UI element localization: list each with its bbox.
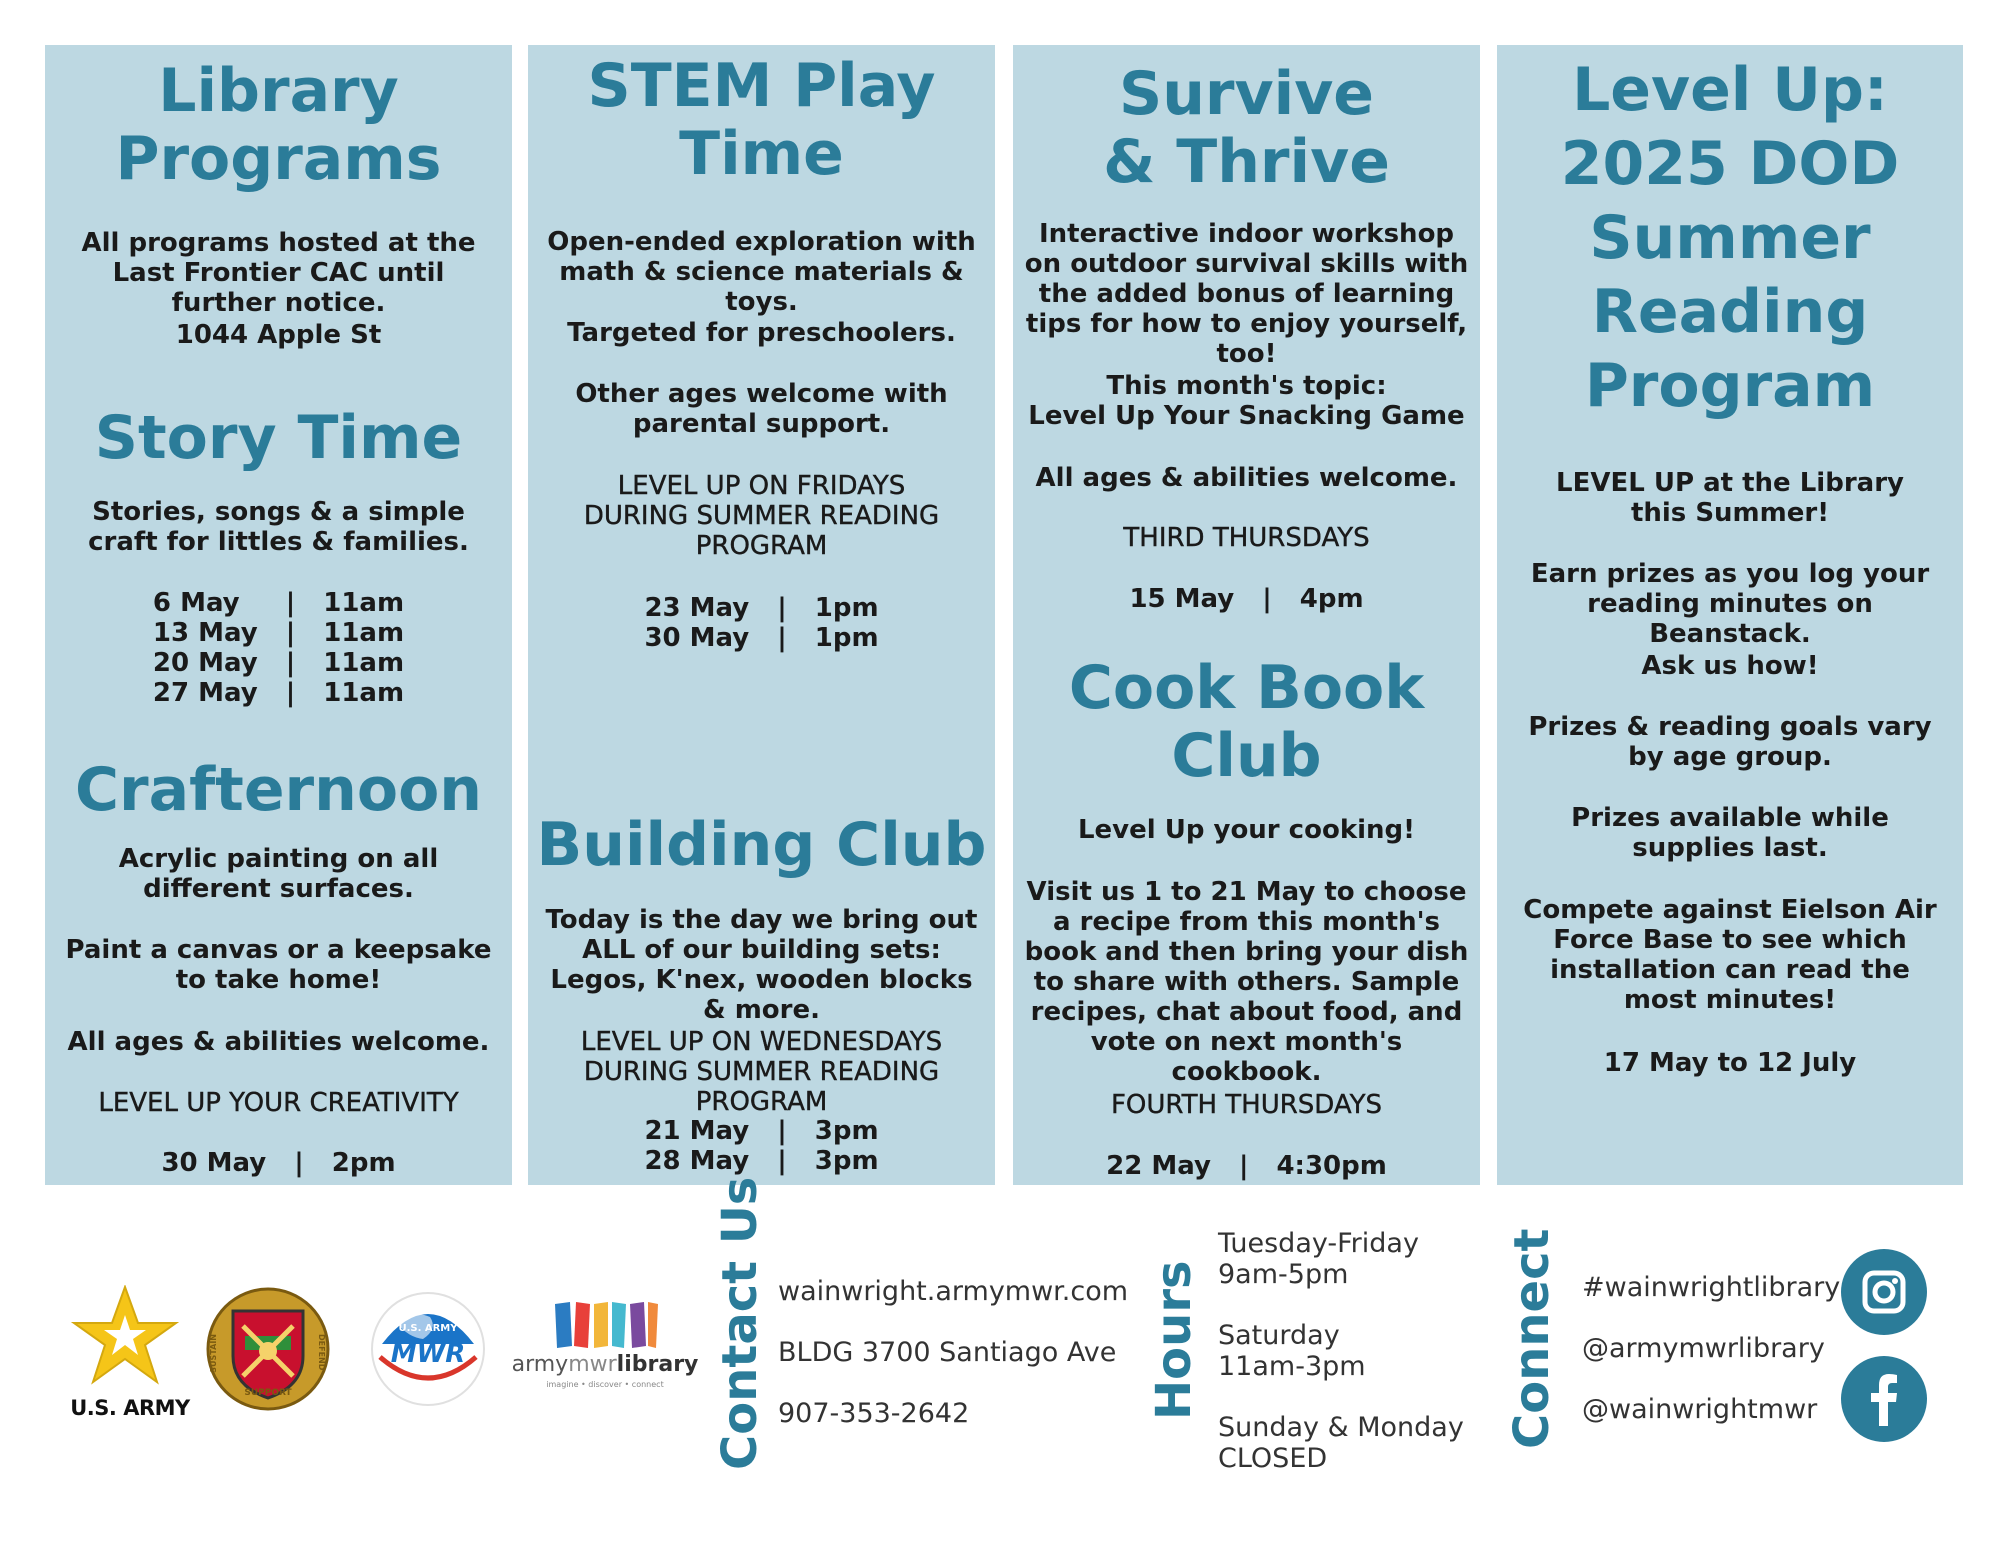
- schedule-time: 1pm: [814, 623, 879, 653]
- schedule-date: 6 May: [152, 588, 240, 618]
- schedule-time: 1pm: [814, 593, 879, 623]
- cookbook-desc-2: Visit us 1 to 21 May to choose a recipe from this month's book and then bring your dish to share with others. Sample recipes, chat about food, and vote on next month's cookbook.: [1024, 877, 1469, 1087]
- schedule-separator: |: [777, 1146, 787, 1176]
- schedule-separator: |: [294, 1148, 304, 1178]
- level-up-dates: 17 May to 12 July: [1603, 1048, 1857, 1078]
- facebook-icon[interactable]: [1841, 1356, 1927, 1442]
- us-army-logo: [70, 1285, 190, 1425]
- hours-line-1: Tuesday-Friday: [1218, 1228, 1419, 1259]
- schedule-time: 11am: [323, 618, 405, 648]
- hours-line-3: Saturday: [1218, 1320, 1340, 1351]
- connect-hashtag[interactable]: #wainwrightlibrary: [1582, 1272, 1841, 1303]
- schedule-separator: |: [285, 648, 296, 678]
- building-club-title: Building Club: [536, 810, 987, 880]
- crafternoon-desc-2: Paint a canvas or a keepsake to take home!: [65, 935, 492, 995]
- building-desc-1: Today is the day we bring out ALL of our building sets: Legos, K'nex, wooden blocks & more.: [545, 905, 978, 1025]
- survive-topic-label: This month's topic:: [1106, 371, 1387, 401]
- connect-instagram-handle[interactable]: @armymwrlibrary: [1582, 1333, 1825, 1364]
- column-level-up: [1497, 45, 1963, 1185]
- schedule-time: 11am: [323, 648, 405, 678]
- sustainment-motto-left: SUSTAIN: [209, 1334, 218, 1373]
- contact-address: BLDG 3700 Santiago Ave: [778, 1337, 1117, 1368]
- survive-desc-1: Interactive indoor workshop on outdoor survival skills with the added bonus of learning tips for how to enjoy yourself, too!: [1024, 219, 1469, 369]
- survive-topic: Level Up Your Snacking Game: [1028, 401, 1465, 431]
- level-up-p4: Prizes & reading goals vary by age group.: [1528, 712, 1932, 772]
- schedule-separator: |: [1238, 1151, 1249, 1181]
- survive-schedule: [1013, 584, 1480, 614]
- building-schedule: [528, 1116, 995, 1176]
- stem-schedule: [528, 593, 995, 653]
- stem-desc-1: Open-ended exploration with math & science materials & toys.: [547, 227, 976, 317]
- schedule-time: 11am: [323, 678, 405, 708]
- schedule-separator: |: [777, 623, 787, 653]
- schedule-time: 11am: [323, 588, 405, 618]
- schedule-date: 30 May: [161, 1148, 267, 1178]
- connect-heading: Connect: [1504, 1228, 1560, 1449]
- stem-desc-3: Other ages welcome with parental support.: [575, 379, 948, 439]
- library-intro: All programs hosted at the Last Frontier CAC until further notice.: [81, 228, 476, 318]
- story-time-schedule: [45, 588, 512, 708]
- schedule-separator: |: [285, 678, 296, 708]
- hours-line-6: CLOSED: [1218, 1443, 1328, 1474]
- story-time-desc: Stories, songs & a simple craft for littles & families.: [88, 497, 469, 557]
- schedule-separator: |: [285, 618, 296, 648]
- schedule-date: 13 May: [152, 618, 258, 648]
- crafternoon-level-up: LEVEL UP YOUR CREATIVITY: [98, 1088, 459, 1118]
- library-logo-tagline: imagine • discover • connect: [546, 1380, 664, 1389]
- cookbook-desc-1: Level Up your cooking!: [1077, 815, 1416, 845]
- mwr-logo: [368, 1289, 488, 1409]
- connect-facebook-handle[interactable]: @wainwrightmwr: [1582, 1394, 1818, 1425]
- contact-phone[interactable]: 907-353-2642: [778, 1398, 970, 1429]
- schedule-separator: |: [777, 1116, 787, 1146]
- mwr-logo-top: U.S. ARMY: [398, 1323, 458, 1334]
- contact-website-link[interactable]: wainwright.armymwr.com: [778, 1276, 1129, 1307]
- crafternoon-title: Crafternoon: [74, 755, 483, 825]
- schedule-separator: |: [777, 593, 787, 623]
- schedule-date: 28 May: [644, 1146, 750, 1176]
- library-logo-word-army: army: [511, 1352, 569, 1377]
- cookbook-schedule: [1013, 1151, 1480, 1181]
- level-up-p2: Earn prizes as you log your reading minutes on Beanstack.: [1530, 559, 1930, 649]
- library-programs-title: Library Programs: [115, 56, 442, 194]
- building-level-up: LEVEL UP ON WEDNESDAYS DURING SUMMER READING PROGRAM: [580, 1027, 943, 1117]
- hours-line-5: Sunday & Monday: [1218, 1412, 1464, 1443]
- mwr-logo-text: MWR: [390, 1339, 466, 1369]
- library-logo-word-library: library: [616, 1352, 699, 1377]
- sustainment-motto-right: DEFEND: [317, 1334, 326, 1371]
- hours-heading: Hours: [1146, 1260, 1202, 1420]
- hours-line-4: 11am-3pm: [1218, 1351, 1366, 1382]
- level-up-title: Level Up: 2025 DOD Summer Reading Program: [1560, 55, 1900, 421]
- stem-desc-2: Targeted for preschoolers.: [567, 318, 956, 348]
- instagram-icon[interactable]: [1841, 1249, 1927, 1335]
- army-star-icon: [70, 1285, 180, 1385]
- cookbook-club-title: Cook Book Club: [1068, 653, 1425, 791]
- library-logo-wordmark: [505, 1352, 705, 1377]
- crafternoon-schedule: [45, 1148, 512, 1178]
- column-stem-building: [528, 45, 995, 1185]
- column-survive-cookbook: [1013, 45, 1480, 1185]
- schedule-date: 23 May: [644, 593, 750, 623]
- crafternoon-desc-1: Acrylic painting on all different surfaces.: [118, 844, 439, 904]
- survive-thrive-title: Survive & Thrive: [1103, 59, 1390, 197]
- stem-level-up: LEVEL UP ON FRIDAYS DURING SUMMER READING PROGRAM: [583, 471, 940, 561]
- schedule-date: 27 May: [152, 678, 258, 708]
- survive-desc-3: All ages & abilities welcome.: [1035, 463, 1458, 493]
- hours-line-2: 9am-5pm: [1218, 1259, 1349, 1290]
- sustainment-command-logo: [203, 1286, 333, 1412]
- schedule-time: 4:30pm: [1276, 1151, 1387, 1181]
- level-up-p6: Compete against Eielson Air Force Base to see which installation can read the most minutes!: [1523, 895, 1937, 1015]
- schedule-date: 30 May: [644, 623, 750, 653]
- survive-third-thursdays: THIRD THURSDAYS: [1123, 523, 1370, 553]
- schedule-time: 3pm: [814, 1146, 879, 1176]
- schedule-time: 3pm: [814, 1116, 879, 1146]
- library-address: 1044 Apple St: [175, 320, 382, 350]
- schedule-separator: |: [285, 588, 296, 618]
- schedule-date: 21 May: [644, 1116, 750, 1146]
- column-library-programs: [45, 45, 512, 1185]
- books-icon: [550, 1298, 660, 1350]
- instagram-glyph-icon: [1841, 1249, 1927, 1335]
- schedule-date: 15 May: [1129, 584, 1235, 614]
- army-logo-text: U.S. ARMY: [70, 1396, 190, 1420]
- library-logo-word-mwr: mwr: [568, 1352, 617, 1377]
- level-up-p3: Ask us how!: [1641, 651, 1819, 681]
- cookbook-fourth-thursdays: FOURTH THURSDAYS: [1110, 1090, 1383, 1120]
- schedule-date: 22 May: [1106, 1151, 1211, 1181]
- schedule-time: 4pm: [1299, 584, 1364, 614]
- level-up-p5: Prizes available while supplies last.: [1571, 803, 1889, 863]
- stem-title: STEM Play Time: [587, 51, 936, 189]
- story-time-title: Story Time: [94, 403, 463, 473]
- armymwrlibrary-logo: [505, 1298, 705, 1398]
- contact-us-heading: Contact Us: [712, 1176, 768, 1470]
- schedule-date: 20 May: [152, 648, 258, 678]
- facebook-glyph-icon: [1841, 1356, 1927, 1442]
- schedule-time: 2pm: [331, 1148, 396, 1178]
- sustainment-motto-bottom: SUPPORT: [244, 1388, 292, 1398]
- crafternoon-desc-3: All ages & abilities welcome.: [67, 1027, 490, 1057]
- level-up-p1: LEVEL UP at the Library this Summer!: [1556, 468, 1904, 528]
- schedule-separator: |: [1262, 584, 1272, 614]
